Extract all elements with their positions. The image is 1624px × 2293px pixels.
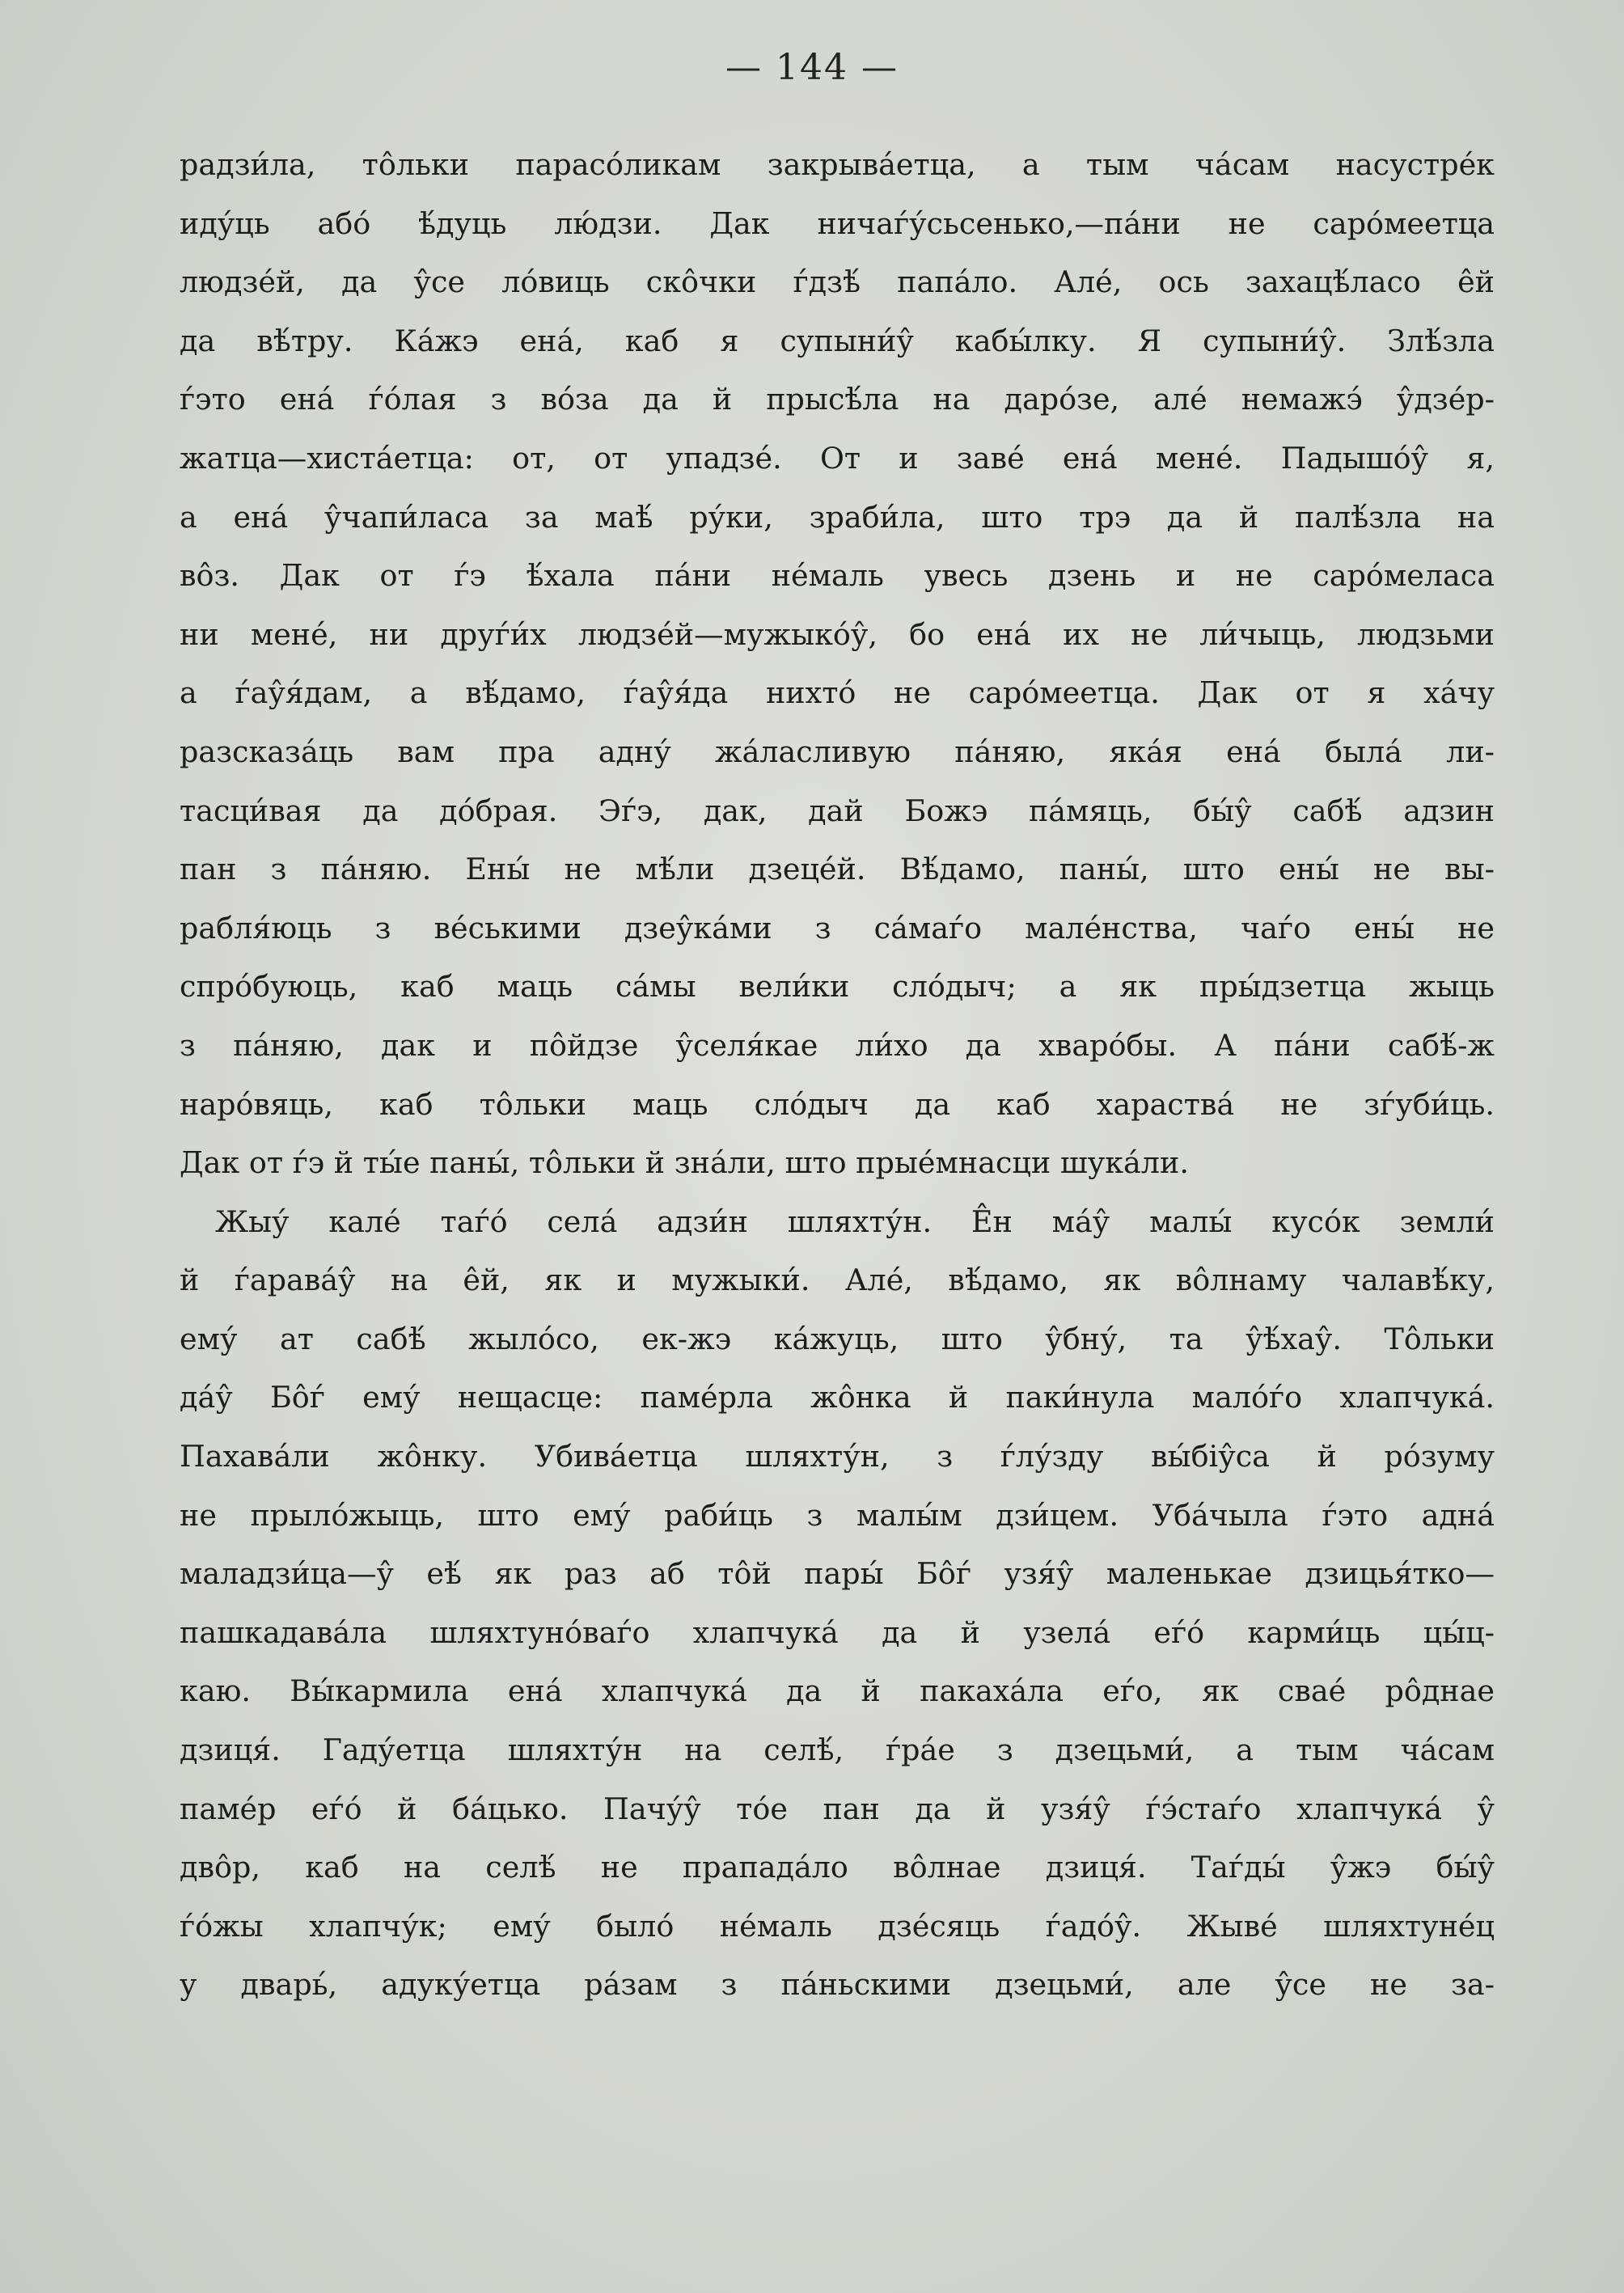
text-line: наро́вяць, каб то̂льки маць сло́дыч да каб хараства́ не зѓуби́ць. xyxy=(180,1086,1495,1122)
body-text xyxy=(180,136,1495,2015)
text-line: ни мене́, ни друѓи́х людзе́й—мужыко́у̂, бо ена́ их не ли́чыць, людзьми xyxy=(180,616,1495,652)
text-line: Пахава́ли жо̂нку. Убива́етца шляхту́н, з ѓлу́зду вы́бiу̂са й ро́зуму xyxy=(180,1439,1495,1474)
text-line: дво̂р, каб на селѣ́ не прапада́ло во̂лнае дзиця́. Таѓды́ у̂жэ бы́у̂ xyxy=(180,1850,1495,1885)
text-line: рабля́юць з ве́ськими дзеу̂ка́ми з са́маѓо мале́нства, чаѓо ены́ не xyxy=(180,910,1495,946)
paragraph-1 xyxy=(180,136,1495,1193)
text-line: да́у̂ Бо̂ѓ ему́ нещасце: паме́рла жо̂нка й паки́нула мало́ѓо хлапчука́. xyxy=(180,1380,1495,1415)
text-line: не прыло́жыць, што ему́ раби́ць з малы́м дзи́цем. Уба́чыла ѓэто адна́ xyxy=(180,1497,1495,1533)
text-line: й ѓарава́у̂ на е̂й, як и мужыки́. Але́, вѣ́дамо, як во̂лнаму чалавѣ́ку, xyxy=(180,1263,1495,1298)
text-line: паме́р еѓо́ й ба́цько. Пачу́у̂ то́е пан да й узя́у̂ ѓэ́стаѓо хлапчука́ у̂ xyxy=(180,1791,1495,1826)
text-line: иду́ць або́ ѣ́дуць лю́дзи. Дак ничаѓу́сьсенько,—па́ни не саро́меетца xyxy=(180,205,1495,241)
text-line: жатца—хиста́етца: от, от упадзе́. От и заве́ ена́ мене́. Падышо́у̂ я, xyxy=(180,440,1495,476)
text-line: пан з па́няю. Ены́ не мѣ́ли дзеце́й. Вѣ́дамо, паны́, што ены́ не вы- xyxy=(180,852,1495,887)
text-line: у дварь́, адуку́етца ра́зам з па́ньскими дзецьми́, але у̂се не за- xyxy=(180,1967,1495,2003)
text-line: ему́ ат сабѣ́ жыло́со, ек-жэ ка́жуць, што у̂бну́, та у̂ѣ́хау̂. То̂льки xyxy=(180,1321,1495,1356)
text-line: людзе́й, да у̂се ло́виць ско̂чки ѓдзѣ́ папа́ло. Але́, ось захацѣ́ласо е̂й xyxy=(180,264,1495,300)
text-line: з па́няю, дак и по̂йдзе у̂селя́кае ли́хо да хваро́бы. А па́ни сабѣ́-ж xyxy=(180,1027,1495,1063)
text-line: тасци́вая да до́брая. Эѓэ, дак, дай Божэ па́мяць, бы́у̂ сабѣ́ адзин xyxy=(180,793,1495,828)
text-line: во̂з. Дак от ѓэ ѣ́хала па́ни не́маль увесь дзень и не саро́меласа xyxy=(180,558,1495,594)
text-line: пашкадава́ла шляхтуно́ваѓо хлапчука́ да й узела́ еѓо́ карми́ць цы́ц- xyxy=(180,1614,1495,1650)
text-line: а ѓау̂я́дам, а вѣ́дамо, ѓау̂я́да нихто́ не саро́меетца. Дак от я ха́чу xyxy=(180,675,1495,711)
text-line: разсказа́ць вам пра адну́ жа́ласливую па́няю, яка́я ена́ была́ ли- xyxy=(180,734,1495,769)
text-line: ѓо́жы хлапчу́к; ему́ было́ не́маль дзе́сяць ѓадо́у̂. Жыве́ шляхтуне́ц xyxy=(180,1908,1495,1944)
text-line: радзи́ла, то̂льки парасо́ликам закрыва́етца, а тым ча́сам насустре́к xyxy=(180,147,1495,182)
page-number: — 144 — xyxy=(725,47,899,88)
text-line: каю. Вы́кармила ена́ хлапчука́ да й пакаха́ла еѓо, як свае́ ро̂днае xyxy=(180,1673,1495,1709)
text-line: Жыу́ кале́ таѓо́ села́ адзи́н шляхту́н. Е̂н ма́у̂ малы́ кусо́к земли́ xyxy=(215,1204,1495,1239)
text-line: маладзи́ца—у̂ еѣ́ як раз аб то̂й пары́ Бо̂ѓ узя́у̂ маленькае дзицья́тко— xyxy=(180,1556,1495,1592)
paragraph-2 xyxy=(180,1193,1495,2015)
text-line: ѓэто ена́ ѓо́лая з во́за да й прысѣ́ла на даро́зе, але́ немажэ́ у̂дзе́р- xyxy=(180,382,1495,417)
text-line: а ена́ у̂чапи́ласа за маѣ́ ру́ки, зраби́ла, што трэ да й палѣ́зла на xyxy=(180,499,1495,535)
text-line: спро́буюць, каб маць са́мы вели́ки сло́дыч; а як пры́дзетца жыць xyxy=(180,969,1495,1005)
text-line: дзиця́. Гаду́етца шляхту́н на селѣ́, ѓра́е з дзецьми́, а тым ча́сам xyxy=(180,1732,1495,1768)
text-line: Дак от ѓэ й ты́е паны́, то̂льки й зна́ли, што прые́мнасци шука́ли. xyxy=(180,1145,1189,1181)
text-line: да вѣ́тру. Ка́жэ ена́, каб я супыни́у̂ кабы́лку. Я супыни́у̂. Злѣ́зла xyxy=(180,323,1495,358)
